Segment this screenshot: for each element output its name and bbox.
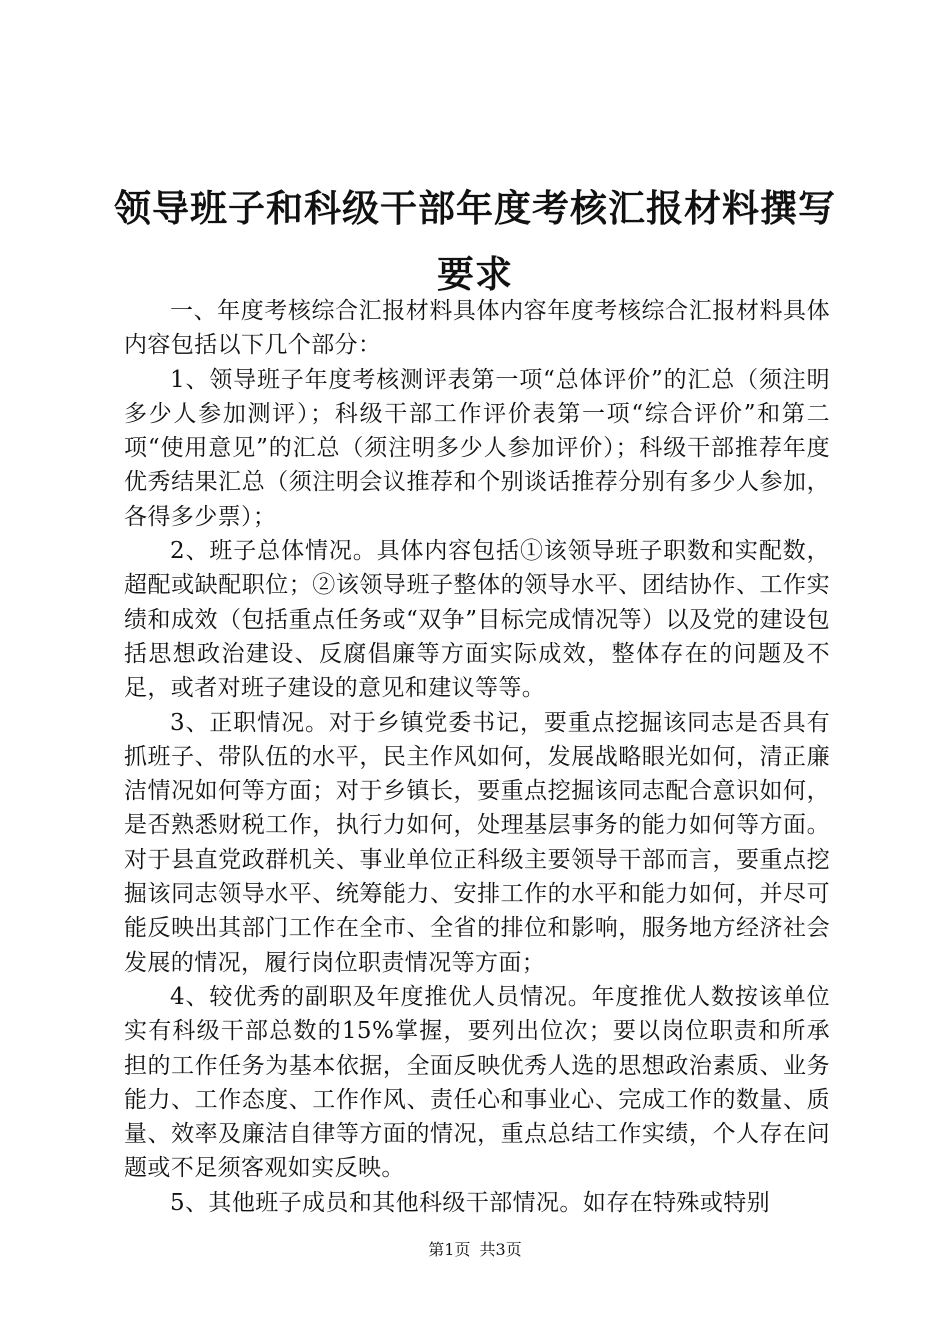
paragraph-3: 2、班子总体情况。具体内容包括①该领导班子职数和实配数，超配或缺配职位；②该领导班子整体的领导水平、团结协作、工作实绩和成效（包括重点任务或“双争”目标完成情况等）以及党的建设包括思想政治建设、反腐倡廉等方面实际成效，整体存在的问题及不足，或者对班子建设的意见和建议等等。 — [124, 538, 830, 702]
page-total: 共3页 — [479, 1240, 522, 1259]
document-body — [124, 294, 830, 1220]
paragraph-4: 3、正职情况。对于乡镇党委书记，要重点挖掘该同志是否具有抓班子、带队伍的水平，民主作风如何，发展战略眼光如何，清正廉洁情况如何等方面；对于乡镇长，要重点挖掘该同志配合意识如何，是否熟悉财税工作，执行力如何，处理基层事务的能力如何等方面。对于县直党政群机关、事业单位正科级主要领导干部而言，要重点挖掘该同志领导水平、统筹能力、安排工作的水平和能力如何，并尽可能反映出其部门工作在全市、全省的排位和影响，服务地方经济社会发展的情况，履行岗位职责情况等方面； — [124, 709, 830, 976]
page-number: 第1页 — [428, 1240, 471, 1259]
page-footer — [0, 1240, 950, 1260]
paragraph-1: 一、年度考核综合汇报材料具体内容年度考核综合汇报材料具体内容包括以下几个部分： — [124, 298, 830, 359]
paragraph-5: 4、较优秀的副职及年度推优人员情况。年度推优人数按该单位实有科级干部总数的15%掌握，要列出位次；要以岗位职责和所承担的工作任务为基本依据，全面反映优秀人选的思想政治素质、业务能力、工作态度、工作作风、责任心和事业心、完成工作的数量、质量、效率及廉洁自律等方面的情况，重点总结工作实绩，个人存在问题或不足须客观如实反映。 — [124, 983, 830, 1182]
paragraph-2: 1、领导班子年度考核测评表第一项“总体评价”的汇总（须注明多少人参加测评）；科级干部工作评价表第一项“综合评价”和第二项“使用意见”的汇总（须注明多少人参加评价）；科级干部推荐年度优秀结果汇总（须注明会议推荐和个别谈话推荐分别有多少人参加，各得多少票）； — [124, 366, 830, 530]
page-title: 领导班子和科级干部年度考核汇报材料撰写要求 — [114, 187, 836, 296]
paragraph-6: 5、其他班子成员和其他科级干部情况。如存在特殊或特别 — [170, 1189, 771, 1216]
